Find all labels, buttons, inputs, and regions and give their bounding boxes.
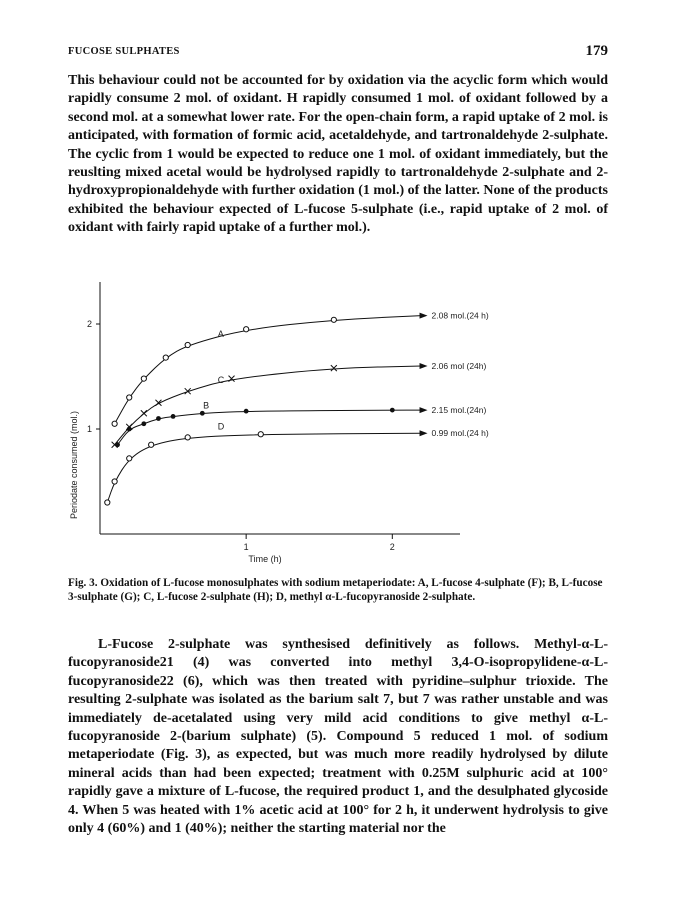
data-point [127, 456, 132, 461]
chart-series [105, 311, 489, 506]
series-arrow [420, 313, 428, 319]
series-name-label: A [217, 329, 224, 339]
data-point [244, 327, 249, 332]
data-point [105, 500, 110, 505]
data-point [229, 376, 235, 382]
series-name-label: C [217, 375, 225, 386]
series-arrow [420, 430, 428, 436]
x-tick-label: 1 [243, 542, 249, 552]
series-arrow [420, 407, 428, 413]
data-point [390, 408, 395, 413]
data-point [127, 395, 132, 400]
chart-axes [87, 282, 460, 552]
y-axis-label: Periodate consumed (mol.) [69, 410, 79, 520]
series-b [115, 400, 486, 447]
series-end-label: 2.08 mol.(24 h) [431, 310, 489, 321]
series-c [112, 361, 487, 448]
series-name-label: B [203, 400, 210, 411]
figure-caption: Fig. 3. Oxidation of L-fucose monosulphates with sodium metaperiodate: A, L-fucose 4-sulphate (F); B, L-fucose 3-sulphate (G); C, L-fucose 2-sulphate (H); D, methyl α-L-fucopyranoside 2-sulphate. [68, 577, 603, 603]
x-axis-label: Time (h) [248, 554, 282, 564]
series-name-label: D [217, 421, 225, 432]
series-end-label: 0.99 mol.(24 h) [431, 428, 489, 439]
data-point [112, 421, 117, 426]
data-point [141, 376, 146, 381]
body-paragraph-1: This behaviour could not be accounted for by oxidation via the acyclic form which would rapidly consume 2 mol. of oxidant. H rapidly consumed 1 mol. of oxidant followed by a second mol. at a somewhat lower rate. For the open-chain form, a rapid uptake of 2 mol. is anticipated, with formation of formic acid, acetaldehyde, and tartronaldehyde 2-sulphate. The cyclic from 1 would be expected to reduce one 1 mol. of oxidant immediately, but the reuslting mixed acetal would be hydrolysed rapidly to tartronaldehyde 2-sulphate and 2-hydroxypropionaldehyde with further oxidation (1 mol.) of the latter. None of the products exhibited the behaviour expected of L-fucose 5-sulphate (i.e., rapid uptake of 2 mol. of oxidant with fairly rapid uptake of a further mol.). [68, 73, 608, 236]
data-point [331, 365, 337, 371]
series-arrow [420, 363, 428, 369]
series-line [115, 316, 422, 424]
running-title: FUCOSE SULPHATES [68, 46, 180, 57]
data-point [244, 409, 249, 414]
data-point [141, 421, 146, 426]
series-line [107, 433, 421, 502]
page-number: 179 [585, 43, 608, 59]
data-point [258, 432, 263, 437]
body-paragraph-2: L-Fucose 2-sulphate was synthesised definitively as follows. Methyl-α-L-fucopyranoside21 (4) was converted into methyl 3,4-O-isopropylidene-α-L-fucopyranoside22 (6), which was then treated with pyridine–sulphur trioxide. The resulting 2-sulphate was isolated as the barium salt 7, but 7 was rather unstable and was immediately de-acetalated using very mild acid conditions to give methyl α-L-fucopyranoside 2-(barium sulphate) (5). Compound 5 reduced 1 mol. of sodium metaperiodate (Fig. 3), as expected, but was much more readily hydrolysed by dilute mineral acids than had been expected; treatment with 0.25M sulphuric acid at 100° rapidly gave a mixture of L-fucose, the required product 1, and the desulphated glycoside 4. When 5 was heated with 1% acetic acid at 100° for 2 h, it underwent hydrolysis to give only 4 (60%) and 1 (40%); neither the starting material nor the [68, 637, 608, 837]
data-point [331, 317, 336, 322]
data-point [112, 479, 117, 484]
data-point [171, 414, 176, 419]
series-d [105, 421, 489, 505]
data-point [185, 342, 190, 347]
y-tick-label: 1 [86, 424, 92, 434]
page-header [68, 43, 608, 66]
data-point [163, 355, 168, 360]
data-point [149, 442, 154, 447]
figure-3 [60, 270, 560, 570]
data-point [156, 416, 161, 421]
series-end-label: 2.06 mol (24h) [431, 361, 487, 371]
data-point [141, 410, 147, 416]
series-line [118, 410, 422, 445]
y-tick-label: 2 [86, 319, 92, 329]
data-point [200, 411, 205, 416]
oxidation-chart [60, 270, 560, 570]
series-end-label: 2.15 mol.(24n) [431, 405, 487, 416]
x-tick-label: 2 [389, 542, 395, 552]
data-point [185, 435, 190, 440]
